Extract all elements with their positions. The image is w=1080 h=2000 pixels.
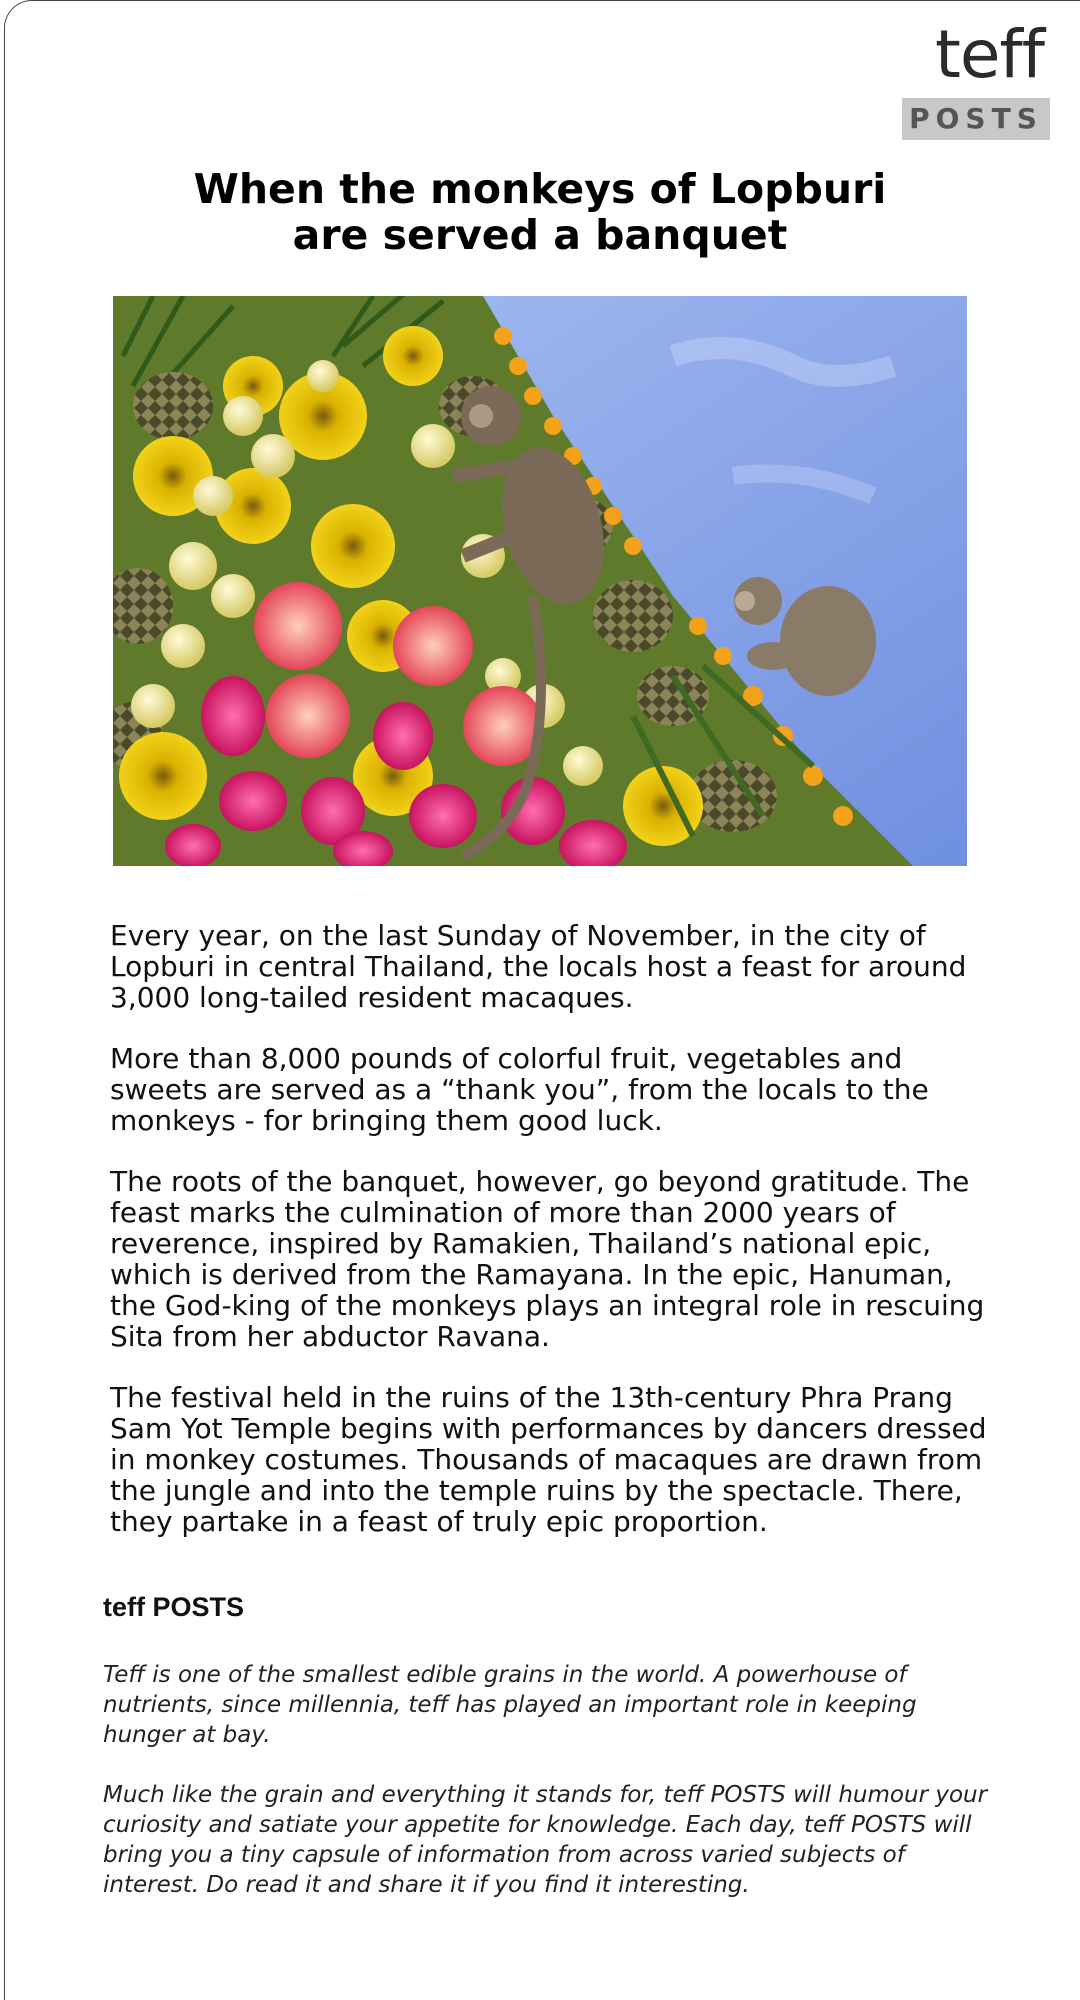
logo-word: teff bbox=[935, 16, 1044, 93]
title-line-1: When the monkeys of Lopburi bbox=[193, 165, 887, 213]
macaques-on-fruit-pyramid-photo bbox=[113, 296, 967, 866]
article-paragraph-1: Every year, on the last Sunday of November, in the city of Lopburi in central Thailand, the locals host a feast for around 3,000 long-tailed resident macaques. bbox=[110, 919, 967, 1014]
logo-posts-band: POSTS bbox=[902, 98, 1050, 140]
article-title bbox=[0, 166, 1080, 258]
about-heading: teff POSTS bbox=[103, 1592, 245, 1622]
article-body bbox=[110, 920, 990, 1567]
article-paragraph-4: The festival held in the ruins of the 13th-century Phra Prang Sam Yot Temple begins with performances by dancers dressed in monkey costumes. Thousands of macaques are drawn from the jungle and into the temple ruins by the spectacle. There, they partake in a feast of truly epic proportion. bbox=[110, 1381, 987, 1538]
about-text bbox=[103, 1660, 1003, 1930]
about-paragraph-1: Teff is one of the smallest edible grains in the world. A powerhouse of nutrients, since millennia, teff has played an important role in keeping hunger at bay. bbox=[103, 1662, 917, 1748]
about-paragraph-2: Much like the grain and everything it stands for, teff POSTS will humour your curiosity and satiate your appetite for knowledge. Each day, teff POSTS will bring you a tiny capsule of information from across varied subjects of interest. Do read it and share it if you find it interesting. bbox=[103, 1782, 988, 1898]
title-line-2: are served a banquet bbox=[292, 211, 788, 259]
article-paragraph-2: More than 8,000 pounds of colorful fruit, vegetables and sweets are served as a “thank you”, from the locals to the monkeys - for bringing them good luck. bbox=[110, 1042, 929, 1137]
article-paragraph-3: The roots of the banquet, however, go beyond gratitude. The feast marks the culmination of more than 2000 years of reverence, inspired by Ramakien, Thailand’s national epic, which is derived from the Ramayana. In the epic, Hanuman, the God-king of the monkeys plays an integral role in rescuing Sita from her abductor Ravana. bbox=[110, 1165, 985, 1353]
teff-posts-logo bbox=[902, 16, 1050, 140]
